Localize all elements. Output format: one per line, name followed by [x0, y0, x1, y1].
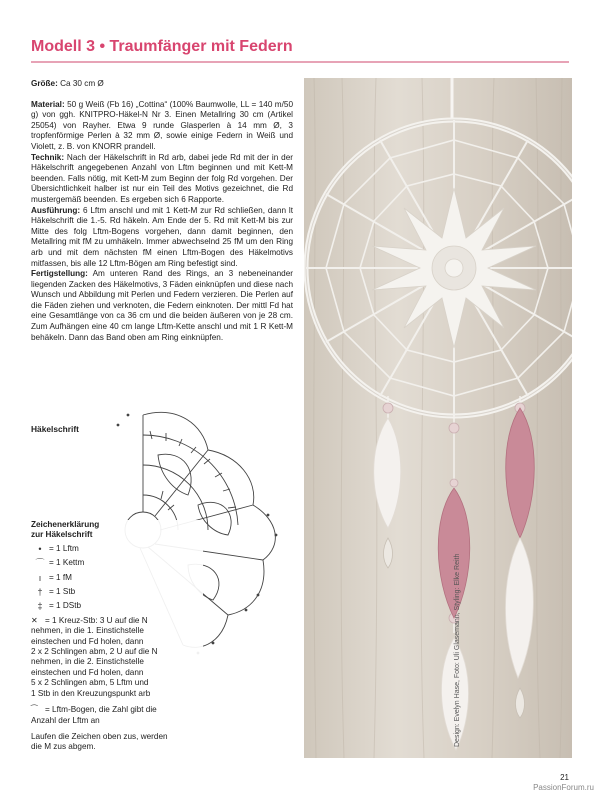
double-crochet-icon: †	[37, 587, 43, 598]
material-label: Material:	[31, 99, 65, 109]
chain-stitch-icon: •	[38, 543, 42, 554]
legend-line: nehmen, in die 1. Einstichstelle	[31, 626, 144, 636]
technique-label: Technik:	[31, 152, 65, 162]
legend-title	[31, 520, 203, 541]
material-paragraph	[31, 100, 293, 153]
legend-line: 5 x 2 Schlingen abm, 5 Lftm und	[31, 678, 149, 688]
finishing-label: Fertigstellung:	[31, 269, 88, 279]
legend	[31, 520, 203, 753]
cross-stitch-icon: ✕	[31, 615, 38, 625]
legend-chain-arc	[31, 705, 203, 726]
legend-cross-stitch	[31, 616, 203, 699]
legend-row-stb	[31, 587, 203, 597]
legend-line: einstechen und Fd holen, dann	[31, 667, 144, 677]
legend-line: 1 Stb in den Kreuzungspunkt arb	[31, 688, 151, 698]
technique-text: Nach der Häkelschrift in Rd arb, dabei jede Rd mit der in der Häkelschrift angegebenen Anzahl von Lftm beginnen und mit Kett-M beenden. Falls nötig, mit Kett-M zum Beginn der folg Rd vorgehen. Der Übersichtlichkeit halber ist nur ein Teil des Motivs gezeichnet, die Rd mustergemäß beenden. Es ergeben sich 6 Rapporte.	[31, 152, 293, 204]
legend-desc: = 1 fM	[49, 572, 72, 582]
dreamcatcher-photo	[304, 78, 572, 758]
size-label: Größe:	[31, 79, 58, 88]
size-text: Ca 30 cm Ø	[57, 79, 104, 88]
legend-line: Anzahl der Lftm an	[31, 715, 100, 725]
photo-credit: Design: Evelyn Hase, Foto: Uli Glasemann, Styling: Elke Reith	[454, 553, 461, 747]
legend-row-dstb	[31, 601, 203, 611]
watermark: PassionForum.ru	[533, 783, 594, 792]
legend-desc: = 1 DStb	[49, 601, 82, 611]
legend-line: nehmen, in die 2. Einstichstelle	[31, 657, 144, 667]
legend-row-fm	[31, 573, 203, 583]
instructions-column	[31, 79, 293, 343]
title-rule	[31, 61, 569, 63]
page-number: 21	[560, 773, 569, 782]
single-crochet-icon: ı	[38, 572, 42, 583]
technique-paragraph	[31, 153, 293, 206]
legend-row-lftm	[31, 544, 203, 554]
legend-line: = 1 Kreuz-Stb: 3 U auf die N	[45, 615, 148, 625]
slip-stitch-icon: ⌒	[35, 558, 45, 569]
legend-desc: = 1 Lftm	[49, 543, 79, 553]
size-paragraph	[31, 79, 293, 90]
legend-title-line1: Zeichenerklärung	[31, 520, 100, 529]
finishing-paragraph	[31, 269, 293, 343]
legend-line: 2 x 2 Schlingen abm, 2 U auf die N	[31, 647, 158, 657]
execution-paragraph	[31, 206, 293, 270]
legend-line: einstechen und Fd holen, dann	[31, 636, 144, 646]
finishing-text: Am unteren Rand des Rings, an 3 nebeneinander liegenden Zacken des Häkelmotivs, 3 Fäden einknüpfen und diese nach Wunsch und Abbildung mit Perlen und Federn verzieren. Die Perlen auf die Fäden ziehen und verknoten, die Federn einknoten. Der mittl Fd hat eine Gesamtlänge von ca 36 cm und die beiden äußeren von je 28 cm. Zum Aufhängen eine 40 cm lange Lftm-Kette anschl und mit 1 R Kett-M behäkeln. Dann das Band oben am Ring einknüpfen.	[31, 269, 293, 342]
legend-line: die M zus abgem.	[31, 742, 96, 752]
treble-crochet-icon: ‡	[37, 601, 43, 612]
legend-desc: = 1 Kettm	[49, 558, 85, 568]
execution-label: Ausführung:	[31, 205, 81, 215]
legend-line: = Lftm-Bogen, die Zahl gibt die	[45, 705, 157, 715]
legend-title-line2: zur Häkelschrift	[31, 530, 93, 540]
diagram-title: Häkelschrift	[31, 424, 79, 434]
legend-line: Laufen die Zeichen oben zus, werden	[31, 731, 168, 741]
legend-note	[31, 732, 203, 753]
execution-text: 6 Lftm anschl und mit 1 Kett-M zur Rd schließen, dann lt Häkelschrift die 1.-5. Rd häkeln. Am Ende der 5. Rd mit Kett-M bis zur Mitte des folg Lftm-Bogens vorgehen, dann damit beginnen, den Metallring mit fM zu umhäkeln. Immer abwechselnd 25 fM um den Ring arb und mit dem nächsten fM einen Lftm-Bogen des Häkelmotivs mitfassen, bis alle 12 Lftm-Bögen am Ring befestigt sind.	[31, 205, 293, 268]
chain-arc-icon: ⁀	[31, 705, 38, 715]
legend-row-kettm	[31, 558, 203, 568]
page-title: Modell 3 • Traumfänger mit Federn	[31, 38, 293, 55]
material-text: 50 g Weiß (Fb 16) „Cottina“ (100% Baumwolle, LL = 140 m/50 g) von ggh. KNITPRO-Häkel-N Nr 3. Einen Metallring 30 cm (Artikel 25054) von Rayher. Etwa 9 runde Glasperlen à 14 mm Ø, 3 tropfenförmige Perlen à 32 mm Ø, sowie einige Federn in Weiß und Violett, z. B. von KNORR prandell.	[31, 99, 293, 151]
legend-desc: = 1 Stb	[49, 587, 76, 597]
